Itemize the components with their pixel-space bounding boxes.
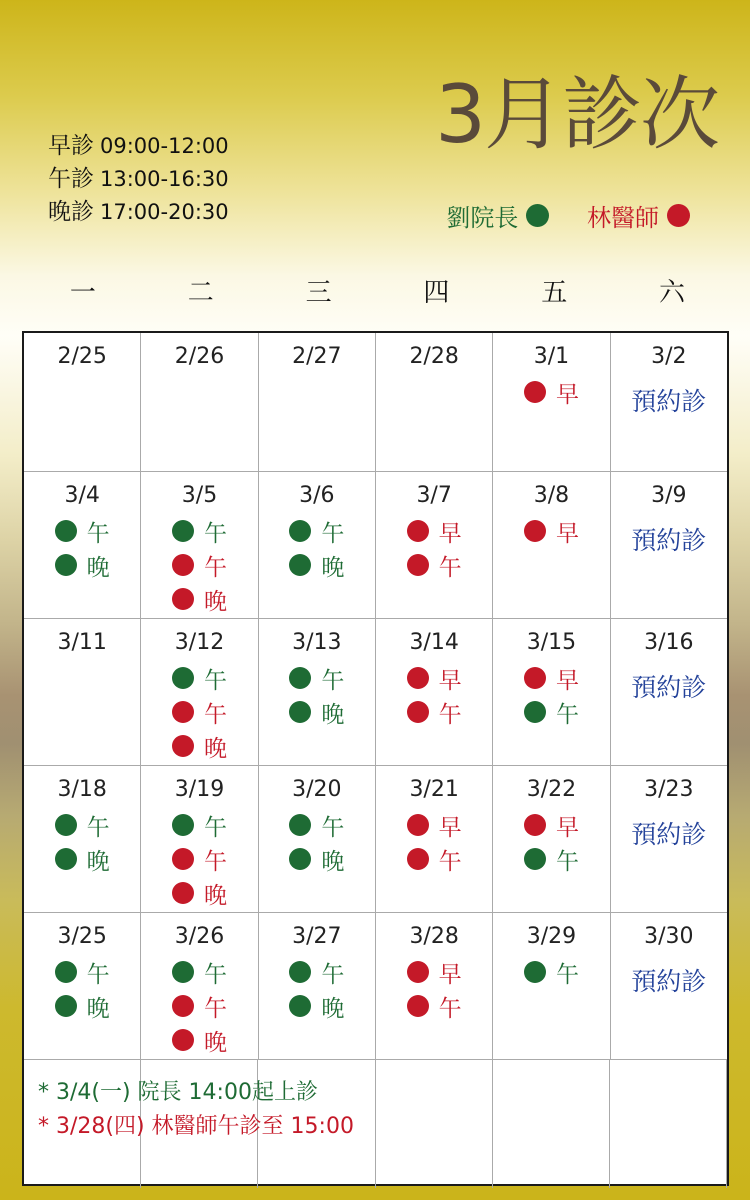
session-item	[55, 989, 110, 1023]
session-item	[289, 695, 344, 729]
session-label: 午	[555, 961, 579, 988]
session-list	[493, 375, 609, 409]
red-dot-icon	[524, 814, 546, 836]
page-title: 3月診次	[435, 68, 718, 161]
session-item	[289, 514, 344, 548]
hours-label: 晚診	[48, 199, 94, 225]
day-date: 2/25	[57, 344, 107, 369]
day-date: 3/15	[526, 630, 577, 655]
day-date: 3/4	[64, 483, 100, 508]
calendar-day-cell	[24, 619, 141, 765]
session-label: 晚	[86, 554, 110, 581]
red-dot-icon	[407, 814, 429, 836]
session-item	[55, 514, 110, 548]
session-list	[376, 808, 492, 876]
green-dot-icon	[289, 961, 311, 983]
calendar-week-row	[24, 766, 727, 913]
calendar-day-cell	[376, 913, 493, 1059]
day-date: 3/11	[57, 630, 107, 655]
session-label: 午	[438, 554, 462, 581]
session-item	[289, 989, 344, 1023]
green-dot-icon	[289, 814, 311, 836]
calendar-cell	[610, 1060, 727, 1188]
calendar-day-cell	[259, 333, 376, 471]
session-item	[289, 661, 344, 695]
session-label: 早	[438, 961, 462, 988]
weekday-label: 一	[69, 278, 96, 308]
session-label: 午	[321, 814, 345, 841]
session-list	[259, 661, 375, 729]
session-item	[407, 695, 462, 729]
day-date: 3/29	[526, 924, 577, 949]
red-dot-icon	[172, 995, 194, 1017]
schedule-notes	[38, 1076, 354, 1144]
calendar-day-cell	[493, 333, 610, 471]
session-item	[172, 989, 227, 1023]
day-date: 3/13	[292, 630, 342, 655]
session-label: 晚	[321, 848, 345, 875]
appointment-only-label: 預約診	[631, 526, 707, 555]
green-dot-icon	[172, 814, 194, 836]
session-list	[376, 514, 492, 582]
session-label: 早	[438, 520, 462, 547]
calendar-week-row	[24, 472, 727, 619]
session-item	[172, 582, 227, 616]
calendar-week-row	[24, 619, 727, 766]
red-dot-icon	[667, 204, 690, 227]
session-item	[289, 808, 344, 842]
red-dot-icon	[172, 735, 194, 757]
session-label: 午	[203, 961, 227, 988]
session-list	[259, 514, 375, 582]
day-date: 3/1	[533, 344, 570, 369]
session-label: 晚	[203, 882, 227, 909]
legend-label: 劉院長	[446, 204, 519, 232]
session-item	[524, 842, 579, 876]
session-item	[524, 695, 579, 729]
day-date: 3/14	[409, 630, 459, 655]
session-item	[172, 1023, 227, 1057]
session-label: 午	[438, 995, 462, 1022]
calendar-day-cell	[141, 766, 258, 912]
green-dot-icon	[172, 667, 194, 689]
session-list	[493, 661, 609, 729]
legend-item-doctor-lin	[587, 198, 690, 233]
red-dot-icon	[407, 701, 429, 723]
day-date: 3/18	[57, 777, 107, 802]
calendar-day-cell	[141, 913, 258, 1059]
weekday-label: 四	[423, 278, 450, 308]
session-label: 午	[86, 814, 110, 841]
session-item	[172, 842, 227, 876]
session-label: 午	[203, 995, 227, 1022]
day-date: 2/28	[409, 344, 459, 369]
session-item	[172, 695, 227, 729]
day-date: 3/6	[299, 483, 335, 508]
appointment-only-label: 預約診	[631, 967, 707, 996]
calendar-day-cell	[259, 913, 376, 1059]
hours-label: 午診	[48, 166, 94, 192]
red-dot-icon	[172, 588, 194, 610]
session-label: 晚	[321, 701, 345, 728]
hours-time: 09:00-12:00	[100, 134, 229, 158]
session-item	[172, 514, 227, 548]
session-label: 晚	[321, 995, 345, 1022]
calendar-day-cell	[493, 619, 610, 765]
session-list	[24, 955, 140, 1023]
day-date: 3/19	[174, 777, 225, 802]
session-label: 晚	[203, 735, 227, 762]
session-item	[524, 661, 579, 695]
doctor-legend	[416, 198, 690, 233]
appointment-only-label: 預約診	[631, 820, 707, 849]
session-list	[493, 514, 609, 548]
session-item	[289, 548, 344, 582]
session-label: 午	[438, 848, 462, 875]
day-date: 3/2	[651, 344, 687, 369]
red-dot-icon	[407, 667, 429, 689]
calendar-week-row	[24, 913, 727, 1060]
schedule-calendar	[22, 331, 729, 1186]
calendar-day-cell	[611, 619, 727, 765]
weekday-header	[24, 272, 731, 309]
red-dot-icon	[407, 554, 429, 576]
session-label: 早	[555, 520, 579, 547]
red-dot-icon	[524, 520, 546, 542]
calendar-cell	[376, 1060, 493, 1188]
session-list	[141, 661, 257, 763]
hours-afternoon	[48, 163, 229, 196]
session-item	[524, 808, 579, 842]
calendar-day-cell	[493, 913, 610, 1059]
session-item	[289, 955, 344, 989]
note-line: * 3/4(一) 院長 14:00起上診	[38, 1080, 318, 1105]
session-label: 午	[203, 848, 227, 875]
green-dot-icon	[172, 520, 194, 542]
day-date: 3/16	[644, 630, 694, 655]
session-label: 午	[555, 701, 579, 728]
calendar-day-cell	[24, 472, 141, 618]
calendar-day-cell	[611, 472, 727, 618]
green-dot-icon	[524, 961, 546, 983]
session-label: 晚	[203, 1029, 227, 1056]
session-item	[55, 548, 110, 582]
notes-row	[24, 1060, 727, 1188]
session-list	[259, 808, 375, 876]
red-dot-icon	[172, 882, 194, 904]
appointment-only-label: 預約診	[631, 673, 707, 702]
green-dot-icon	[524, 701, 546, 723]
appointment-only-label: 預約診	[631, 387, 707, 416]
red-dot-icon	[524, 381, 546, 403]
session-list	[141, 808, 257, 910]
weekday-label: 六	[659, 278, 686, 308]
calendar-cell	[493, 1060, 610, 1188]
session-item	[289, 842, 344, 876]
session-item	[407, 842, 462, 876]
red-dot-icon	[524, 667, 546, 689]
red-dot-icon	[172, 1029, 194, 1051]
weekday-label: 三	[305, 278, 332, 308]
session-item	[172, 955, 227, 989]
green-dot-icon	[289, 848, 311, 870]
green-dot-icon	[289, 667, 311, 689]
calendar-day-cell	[259, 766, 376, 912]
green-dot-icon	[526, 204, 549, 227]
red-dot-icon	[407, 995, 429, 1017]
red-dot-icon	[172, 701, 194, 723]
green-dot-icon	[55, 961, 77, 983]
session-item	[407, 661, 462, 695]
session-label: 午	[203, 520, 227, 547]
day-date: 3/8	[533, 483, 570, 508]
day-date: 3/9	[651, 483, 687, 508]
calendar-day-cell	[376, 333, 493, 471]
calendar-day-cell	[493, 766, 610, 912]
session-label: 午	[203, 814, 227, 841]
red-dot-icon	[407, 848, 429, 870]
session-label: 晚	[86, 848, 110, 875]
day-date: 3/27	[292, 924, 342, 949]
session-label: 晚	[203, 588, 227, 615]
red-dot-icon	[407, 520, 429, 542]
hours-time: 13:00-16:30	[100, 167, 229, 191]
session-item	[407, 955, 462, 989]
session-label: 早	[555, 667, 579, 694]
green-dot-icon	[55, 814, 77, 836]
session-item	[172, 548, 227, 582]
session-item	[407, 514, 462, 548]
day-date: 3/20	[292, 777, 342, 802]
green-dot-icon	[55, 848, 77, 870]
calendar-day-cell	[376, 766, 493, 912]
session-item	[407, 989, 462, 1023]
session-label: 午	[203, 554, 227, 581]
session-list	[141, 955, 257, 1057]
green-dot-icon	[289, 701, 311, 723]
day-date: 3/23	[644, 777, 694, 802]
session-item	[55, 955, 110, 989]
session-list	[493, 955, 609, 989]
calendar-day-cell	[24, 333, 141, 471]
session-label: 午	[203, 701, 227, 728]
red-dot-icon	[407, 961, 429, 983]
day-date: 3/26	[174, 924, 225, 949]
session-list	[141, 514, 257, 616]
calendar-day-cell	[611, 766, 727, 912]
red-dot-icon	[172, 848, 194, 870]
day-date: 3/28	[409, 924, 459, 949]
session-item	[172, 808, 227, 842]
day-date: 3/7	[416, 483, 452, 508]
session-item	[524, 955, 579, 989]
session-item	[172, 661, 227, 695]
session-label: 早	[438, 814, 462, 841]
session-item	[524, 514, 579, 548]
hours-time: 17:00-20:30	[100, 200, 229, 224]
session-item	[407, 808, 462, 842]
session-label: 晚	[321, 554, 345, 581]
calendar-day-cell	[24, 913, 141, 1059]
clinic-hours	[48, 130, 229, 229]
hours-evening	[48, 196, 229, 229]
red-dot-icon	[172, 554, 194, 576]
green-dot-icon	[172, 961, 194, 983]
session-label: 午	[321, 667, 345, 694]
hours-label: 早診	[48, 133, 94, 159]
session-label: 午	[86, 520, 110, 547]
calendar-day-cell	[24, 766, 141, 912]
day-date: 3/22	[526, 777, 577, 802]
session-label: 午	[321, 961, 345, 988]
green-dot-icon	[524, 848, 546, 870]
calendar-week-row	[24, 333, 727, 472]
session-list	[376, 955, 492, 1023]
green-dot-icon	[289, 520, 311, 542]
calendar-day-cell	[493, 472, 610, 618]
session-label: 午	[86, 961, 110, 988]
weekday-label: 二	[187, 278, 214, 308]
session-item	[55, 842, 110, 876]
weekday-label: 五	[541, 278, 568, 308]
session-item	[524, 375, 579, 409]
calendar-day-cell	[611, 333, 727, 471]
session-item	[55, 808, 110, 842]
day-date: 3/21	[409, 777, 459, 802]
session-label: 早	[555, 381, 579, 408]
calendar-day-cell	[259, 619, 376, 765]
green-dot-icon	[289, 554, 311, 576]
calendar-day-cell	[141, 472, 258, 618]
day-date: 3/30	[644, 924, 694, 949]
session-list	[24, 514, 140, 582]
session-list	[24, 808, 140, 876]
day-date: 2/26	[174, 344, 225, 369]
session-list	[493, 808, 609, 876]
session-item	[172, 876, 227, 910]
session-label: 午	[555, 848, 579, 875]
session-list	[259, 955, 375, 1023]
session-label: 早	[555, 814, 579, 841]
day-date: 2/27	[292, 344, 342, 369]
hours-morning	[48, 130, 229, 163]
calendar-day-cell	[376, 472, 493, 618]
session-label: 午	[203, 667, 227, 694]
day-date: 3/12	[174, 630, 225, 655]
day-date: 3/5	[181, 483, 218, 508]
session-label: 晚	[86, 995, 110, 1022]
note-line: * 3/28(四) 林醫師午診至 15:00	[38, 1114, 354, 1139]
session-item	[172, 729, 227, 763]
green-dot-icon	[55, 554, 77, 576]
session-label: 午	[438, 701, 462, 728]
green-dot-icon	[55, 520, 77, 542]
session-list	[376, 661, 492, 729]
session-label: 早	[438, 667, 462, 694]
calendar-day-cell	[376, 619, 493, 765]
green-dot-icon	[55, 995, 77, 1017]
calendar-day-cell	[141, 619, 258, 765]
session-label: 午	[321, 520, 345, 547]
calendar-day-cell	[141, 333, 258, 471]
legend-item-director	[446, 198, 549, 233]
calendar-day-cell	[259, 472, 376, 618]
day-date: 3/25	[57, 924, 107, 949]
green-dot-icon	[289, 995, 311, 1017]
session-item	[407, 548, 462, 582]
legend-label: 林醫師	[587, 204, 659, 232]
calendar-day-cell	[611, 913, 727, 1059]
